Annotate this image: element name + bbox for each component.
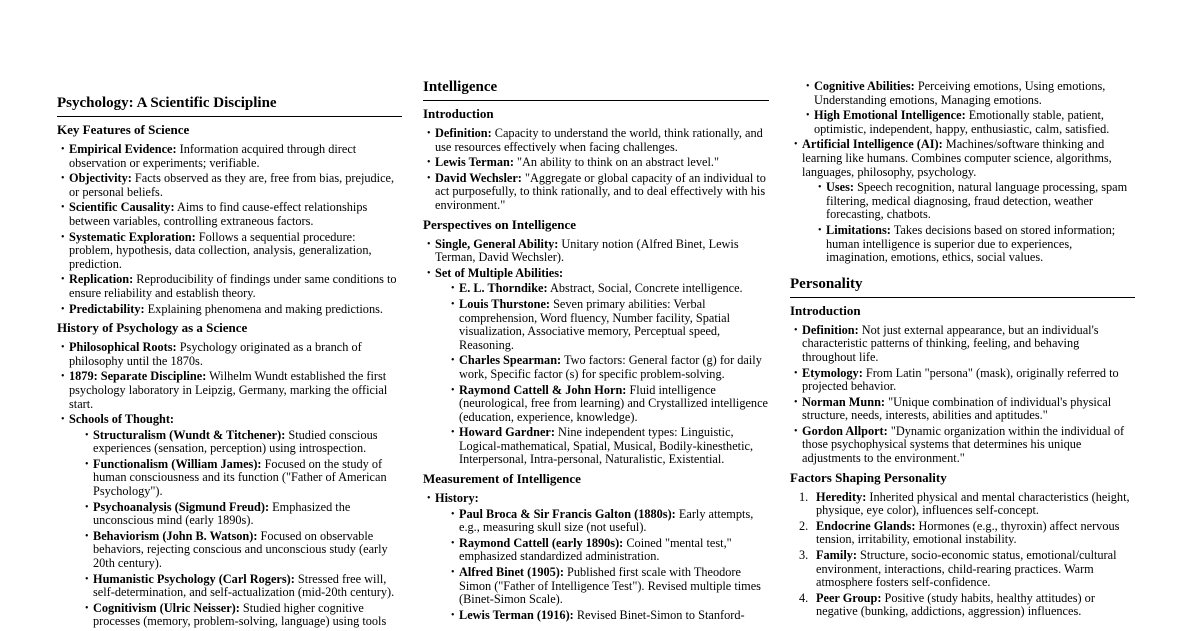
list-item: • Replication: Reproducibility of findings under same conditions to ensure reliability and establish theory. — [57, 273, 402, 300]
list-item: • Alfred Binet (1905): Published first scale with Theodore Simon ("Father of Intelligence Test"). Revised multiple times (Binet-Simon Scale). — [447, 566, 769, 607]
list-item: • Artificial Intelligence (AI): Machines/software thinking and learning like humans. Combines computer science, algorithms, languages, philosophy, psychology. • Uses: Speech recognition, natural language processing, spam filtering, medical diagnosing, fraud detection, weather forecasting, chatbots. • Limitations: Takes decisions based on stored information; human intelligence is superior due to experiences, imagination, emotions, ethics, social values. — [790, 138, 1135, 264]
list-item: • Uses: Speech recognition, natural language processing, spam filtering, medical diagnosing, fraud detection, weather forecasting, chatbots. — [814, 181, 1135, 222]
list-item: 1. Heredity: Inherited physical and mental characteristics (height, physique, eye color), influences self-concept. — [790, 491, 1135, 518]
perspectives-list — [423, 238, 769, 468]
subheading-history: History of Psychology as a Science — [57, 320, 248, 336]
list-item: • History: • Paul Broca & Sir Francis Galton (1880s): Early attempts, e.g., measuring skull size (not useful). • Raymond Cattell (early 1890s): Coined "mental test," emphasized standardized administration. • Alfred Binet (1905): Published first scale with Theodore Simon ("Father of Intelligence Test"). Revised multiple times (Binet-Simon Scale). • Lewis Terman (1916): Revised Binet-Simon to Stanford- — [423, 492, 769, 622]
list-item: • Louis Thurstone: Seven primary abilities: Verbal comprehension, Word fluency, Number facility, Spatial visualization, Associative memory, Perceptual speed, Reasoning. — [447, 298, 769, 352]
section-title-intelligence: Intelligence — [423, 78, 769, 101]
list-item: • Etymology: From Latin "persona" (mask), originally referred to projected behavior. — [790, 367, 1135, 394]
subheading-factors: Factors Shaping Personality — [790, 469, 947, 485]
list-item: • Systematic Exploration: Follows a sequential procedure: problem, hypothesis, data collection, analysis, generalization, prediction. — [57, 231, 402, 272]
list-item: • Humanistic Psychology (Carl Rogers): Stressed free will, self-determination, and self-actualization (mid-20th century). — [81, 573, 402, 600]
list-item: • Charles Spearman: Two factors: General factor (g) for daily work, Specific factor (s) for specific problem-solving. — [447, 354, 769, 381]
list-item: • Single, General Ability: Unitary notion (Alfred Binet, Lewis Terman, David Wechsler). — [423, 238, 769, 265]
subheading-personality-intro: Introduction — [790, 302, 861, 318]
list-item: • Definition: Capacity to understand the world, think rationally, and use resources effectively when facing challenges. — [423, 127, 769, 154]
section-title-psychology: Psychology: A Scientific Discipline — [57, 94, 402, 117]
list-item: • High Emotional Intelligence: Emotionally stable, patient, optimistic, independent, happy, enthusiastic, calm, satisfied. — [802, 109, 1135, 136]
list-item: 4. Peer Group: Positive (study habits, healthy attitudes) or negative (bunking, addictions, aggression) influences. — [790, 592, 1135, 619]
list-item: • Empirical Evidence: Information acquired through direct observation or experiments; verifiable. — [57, 143, 402, 170]
list-item: • Objectivity: Facts observed as they are, free from bias, prejudice, or personal beliefs. — [57, 172, 402, 199]
list-item: 2. Endocrine Glands: Hormones (e.g., thyroxin) affect nervous tension, irritability, emotional instability. — [790, 520, 1135, 547]
list-item: • Norman Munn: "Unique combination of individual's physical structure, needs, interests, abilities and aptitudes." — [790, 396, 1135, 423]
list-item: • Raymond Cattell (early 1890s): Coined "mental test," emphasized standardized administration. — [447, 537, 769, 564]
list-item: • Cognitive Abilities: Perceiving emotions, Using emotions, Understanding emotions, Managing emotions. — [802, 80, 1135, 107]
column-intelligence — [423, 78, 769, 624]
list-item: • Psychoanalysis (Sigmund Freud): Emphasized the unconscious mind (early 1890s). — [81, 501, 402, 528]
list-item: • Lewis Terman (1916): Revised Binet-Simon to Stanford- — [447, 609, 769, 623]
subheading-perspectives: Perspectives on Intelligence — [423, 216, 577, 232]
list-item: • Set of Multiple Abilities: • E. L. Thorndike: Abstract, Social, Concrete intelligence. • Louis Thurstone: Seven primary abilities: Verbal comprehension, Word fluency, Number facility, Spatial visualization, Associative memory, Perceptual speed, Reasoning. • Charles Spearman: Two factors: General factor (g) for daily work, Specific factor (s) for specific problem-solving. • Raymond Cattell & John Horn: Fluid intelligence (neurological, free from learning) and Crystallized intelligence (education, experience, knowledge). • Howard Gardner: Nine independent types: Linguistic, Logical-mathematical, Spatial, Musical, Bodily-kinesthetic, Interpersonal, Intra-personal, Naturalistic, Existential. — [423, 267, 769, 467]
list-item: • Predictability: Explaining phenomena and making predictions. — [57, 303, 402, 317]
list-item: • Schools of Thought: • Structuralism (Wundt & Titchener): Studied conscious experiences (sensation, perception) using introspection. • Functionalism (William James): Focused on the study of human consciousness and its function ("Father of American Psychology"). • Psychoanalysis (Sigmund Freud): Emphasized the unconscious mind (early 1890s). • Behaviorism (John B. Watson): Focused on observable behaviors, rejecting conscious and unconscious study (early 20th century). • Humanistic Psychology (Carl Rogers): Stressed free will, self-determination, and self-actualization (mid-20th century). • Cognitivism (Ulric Neisser): Studied higher cognitive processes (memory, problem-solving, language) using tools — [57, 413, 402, 629]
ai-list — [790, 138, 1135, 264]
multiple-abilities-list — [435, 282, 769, 467]
list-item: • Lewis Terman: "An ability to think on an abstract level." — [423, 156, 769, 170]
intro-list — [423, 127, 769, 213]
list-item: • 1879: Separate Discipline: Wilhelm Wundt established the first psychology laboratory in Leipzig, Germany, marking the official start. — [57, 370, 402, 411]
list-item: • Philosophical Roots: Psychology originated as a branch of philosophy until the 1870s. — [57, 341, 402, 368]
list-item: • Raymond Cattell & John Horn: Fluid intelligence (neurological, free from learning) and Crystallized intelligence (education, experience, knowledge). — [447, 384, 769, 425]
list-item: • E. L. Thorndike: Abstract, Social, Concrete intelligence. — [447, 282, 769, 296]
list-item: • Functionalism (William James): Focused on the study of human consciousness and its function ("Father of American Psychology"). — [81, 458, 402, 499]
list-item: • Cognitivism (Ulric Neisser): Studied higher cognitive processes (memory, problem-solving, language) using tools — [81, 602, 402, 629]
list-item: • Limitations: Takes decisions based on stored information; human intelligence is superior due to experiences, imagination, emotions, ethics, social values. — [814, 224, 1135, 265]
list-item: • Howard Gardner: Nine independent types: Linguistic, Logical-mathematical, Spatial, Musical, Bodily-kinesthetic, Interpersonal, Intra-personal, Naturalistic, Existential. — [447, 426, 769, 467]
subheading-measurement: Measurement of Intelligence — [423, 471, 581, 487]
schools-list — [69, 429, 402, 629]
subheading-key-features: Key Features of Science — [57, 122, 190, 137]
list-item: • David Wechsler: "Aggregate or global capacity of an individual to act purposefully, to think rationally, and to deal effectively with his environment." — [423, 172, 769, 213]
ai-sub-list — [802, 181, 1135, 265]
factors-list — [790, 491, 1135, 619]
section-title-personality: Personality — [790, 275, 1135, 298]
history-list — [57, 341, 402, 629]
ei-continued-list — [790, 80, 1135, 136]
measurement-history-list — [435, 508, 769, 623]
list-item: • Gordon Allport: "Dynamic organization within the individual of those psychophysical systems that determines his unique adjustments to the environment." — [790, 425, 1135, 466]
column-psychology — [57, 94, 402, 631]
list-item: • Definition: Not just external appearance, but an individual's characteristic patterns of thinking, feeling, and behaving throughout life. — [790, 324, 1135, 365]
list-item: • Structuralism (Wundt & Titchener): Studied conscious experiences (sensation, perception) using introspection. — [81, 429, 402, 456]
list-item: • Behaviorism (John B. Watson): Focused on observable behaviors, rejecting conscious and unconscious study (early 20th century). — [81, 530, 402, 571]
subheading-introduction: Introduction — [423, 106, 494, 121]
list-item: 3. Family: Structure, socio-economic status, emotional/cultural environment, interactions, child-rearing practices. Warm atmosphere fosters self-confidence. — [790, 549, 1135, 590]
column-personality — [790, 80, 1135, 621]
list-item: • Paul Broca & Sir Francis Galton (1880s): Early attempts, e.g., measuring skull size (not useful). — [447, 508, 769, 535]
measurement-list — [423, 492, 769, 622]
key-features-list — [57, 143, 402, 316]
list-item: • Scientific Causality: Aims to find cause-effect relationships between variables, controlling extraneous factors. — [57, 201, 402, 228]
personality-intro-list — [790, 324, 1135, 466]
